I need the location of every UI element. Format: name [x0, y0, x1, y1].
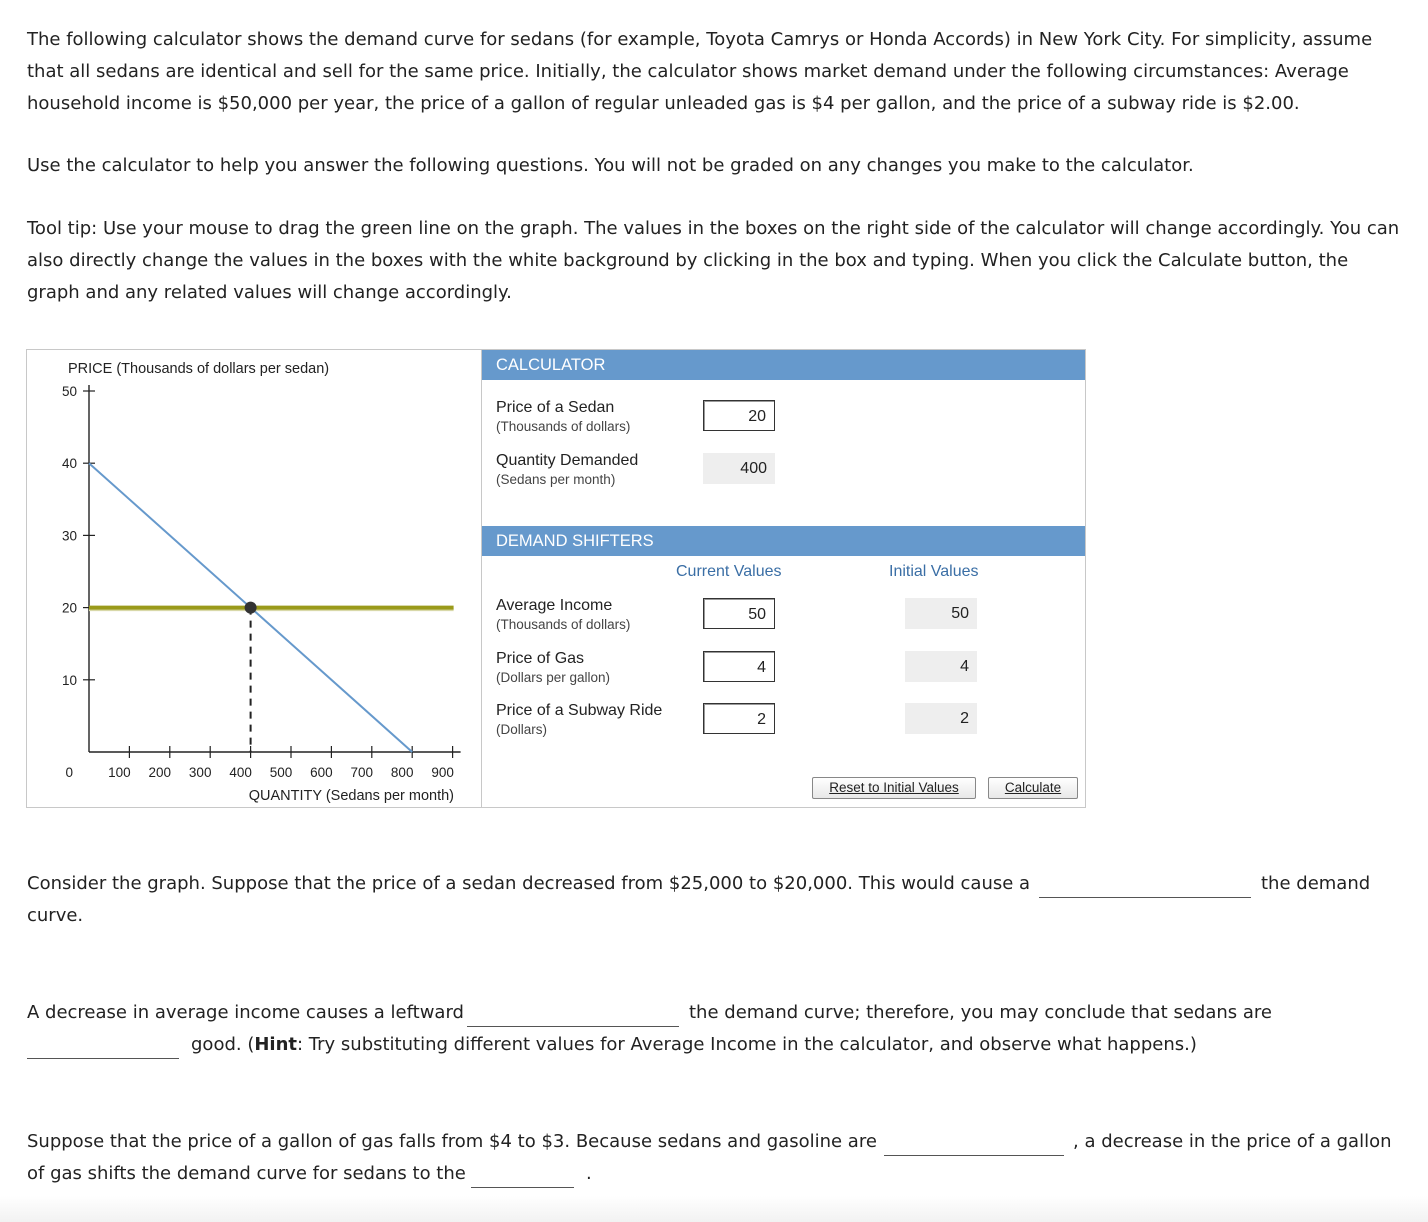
y-tick-label-10: 10: [61, 672, 77, 688]
y-axis-ticks: [62, 384, 95, 780]
calculate-button[interactable]: Calculate: [988, 777, 1078, 799]
x-tick-label-600: 600: [310, 765, 333, 780]
income-sublabel: (Thousands of dollars): [496, 617, 631, 632]
question-3-text: Suppose that the price of a gallon of gas falls from $4 to $3. Because sedans and gasoline are: [27, 1131, 877, 1152]
price-label: Price of a Sedan: [496, 399, 615, 416]
y-tick-label-0: 0: [65, 765, 73, 780]
equilibrium-point: [245, 602, 257, 614]
intro-paragraph: The following calculator shows the demand curve for sedans (for example, Toyota Camrys or Honda Accords) in New York City. For simplicity, assume that all sedans are identical and sell for the same price. Initially, the calculator shows market demand under the following circumstances: Average household income is $50,000 per year, the price of a gallon of regular unleaded gas is $4 per gallon, and the price of a subway ride is $2.00.: [27, 29, 1373, 114]
reset-button[interactable]: Reset to Initial Values: [812, 777, 976, 799]
question-3-answer-blank-2[interactable]: [471, 1186, 574, 1188]
x-tick-label-400: 400: [229, 765, 252, 780]
question-2-text-mid: the demand curve; therefore, you may conclude that sedans are: [689, 1002, 1272, 1023]
question-1-text-end: the demand: [1261, 873, 1371, 894]
page-bottom-edge: [0, 1196, 1428, 1222]
x-axis-ticks: [108, 746, 454, 780]
demand-shifters-header: DEMAND SHIFTERS: [482, 526, 1085, 556]
price-sublabel: (Thousands of dollars): [496, 419, 631, 434]
x-tick-label-100: 100: [108, 765, 131, 780]
instruction-paragraph: Use the calculator to help you answer the following questions. You will not be graded on any changes you make to the calculator.: [27, 155, 1194, 176]
subway-price-label: Price of a Subway Ride: [496, 702, 663, 719]
income-initial-value: 50: [905, 598, 977, 629]
x-tick-label-500: 500: [269, 765, 293, 780]
subway-price-input[interactable]: 2: [703, 703, 775, 734]
question-2-text-line2: good. (Hint: Try substituting different values for Average Income in the calculator, and observe what happens.): [191, 1034, 1197, 1055]
hint-label: Hint: [254, 1034, 297, 1055]
quantity-value: 400: [703, 453, 775, 484]
subway-price-sublabel: (Dollars): [496, 722, 548, 737]
x-tick-label-300: 300: [188, 765, 212, 780]
price-input[interactable]: 20: [703, 400, 775, 431]
x-axis-label: QUANTITY (Sedans per month): [248, 788, 454, 804]
initial-values-heading: Initial Values: [889, 563, 979, 580]
quantity-label: Quantity Demanded: [496, 452, 639, 469]
y-tick-label-50: 50: [61, 384, 77, 399]
income-label: Average Income: [496, 597, 613, 614]
question-1-answer-blank[interactable]: [1039, 896, 1251, 898]
question-3-text-line2: of gas shifts the demand curve for sedans to the: [27, 1163, 466, 1184]
question-1-text: Consider the graph. Suppose that the price of a sedan decreased from $25,000 to $20,000. This would cause a: [27, 873, 1031, 894]
y-tick-label-40: 40: [61, 456, 77, 472]
gas-price-label: Price of Gas: [496, 650, 585, 667]
y-tick-label-30: 30: [61, 528, 77, 544]
x-tick-label-700: 700: [350, 765, 374, 780]
gas-price-sublabel: (Dollars per gallon): [496, 670, 611, 685]
tool-tip-paragraph: Tool tip: Use your mouse to drag the green line on the graph. The values in the boxes on the right side of the calculator will change accordingly. You can also directly change the values in the boxes with the white background by clicking in the box and typing. When you click the Calculate button, the graph and any related values will change accordingly.: [27, 218, 1400, 303]
income-input[interactable]: 50: [703, 598, 775, 629]
chart-marks: [89, 463, 454, 752]
y-tick-label-20: 20: [61, 600, 77, 616]
question-2-text: A decrease in average income causes a leftward: [27, 1002, 464, 1023]
x-tick-label-200: 200: [148, 765, 172, 780]
x-tick-label-900: 900: [431, 765, 454, 780]
graph-panel: [27, 350, 482, 807]
question-3-text-end: , a decrease in the price of a gallon: [1073, 1131, 1392, 1152]
current-values-heading: Current Values: [676, 563, 782, 580]
question-3-answer-blank-1[interactable]: [884, 1154, 1064, 1156]
question-2-answer-blank-1[interactable]: [467, 1025, 679, 1027]
graph-axes: [89, 385, 461, 752]
calculator-header: CALCULATOR: [482, 350, 1085, 380]
question-2-answer-blank-2[interactable]: [27, 1057, 179, 1059]
subway-price-initial-value: 2: [905, 703, 977, 734]
gas-price-initial-value: 4: [905, 651, 977, 682]
y-axis-label: PRICE (Thousands of dollars per sedan): [68, 361, 330, 377]
question-1-text-line2: curve.: [27, 905, 84, 926]
question-3-period: .: [586, 1163, 592, 1184]
calculator-panel: [482, 350, 1085, 807]
x-tick-label-800: 800: [390, 765, 414, 780]
gas-price-input[interactable]: 4: [703, 651, 775, 682]
calculator-widget: [26, 349, 1086, 808]
quantity-sublabel: (Sedans per month): [496, 472, 616, 487]
demand-graph[interactable]: [27, 350, 482, 807]
